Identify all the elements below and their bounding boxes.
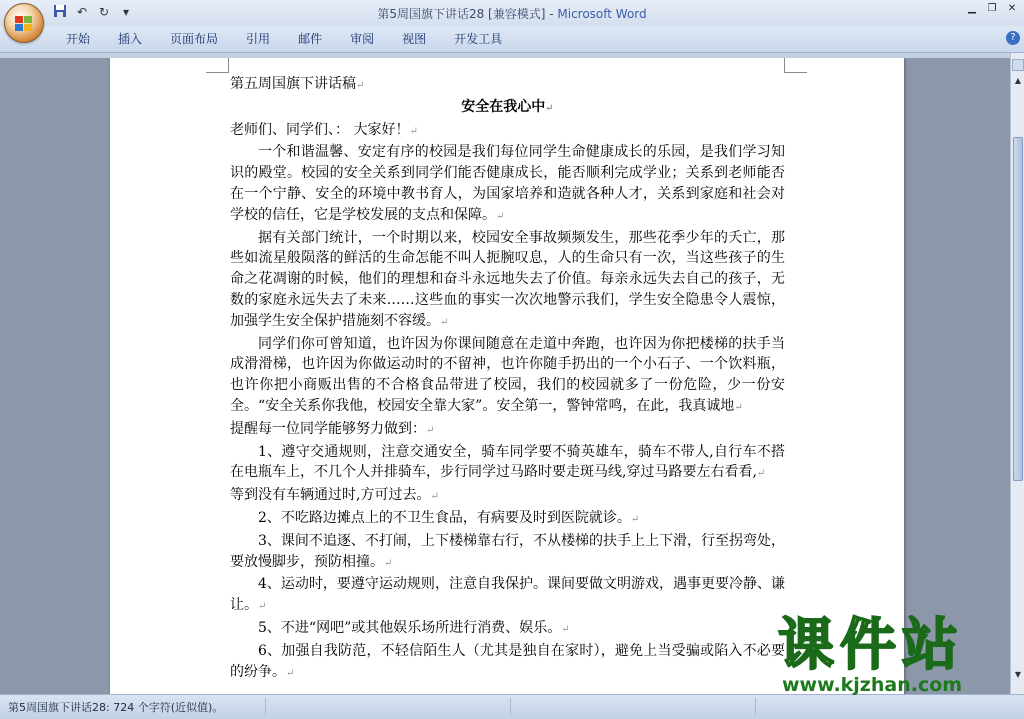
doc-heading: 第五周国旗下讲话稿↵ xyxy=(230,76,365,92)
status-bar xyxy=(0,694,1024,719)
rule-1: 1、遵守交通规则，注意交通安全，骑车同学要不骑英雄车，骑车不带人,自行车不搭在电瓶车上，不几个人并排骑车，步行同学过马路时要走斑马线,穿过马路要左右看看,↵ xyxy=(230,443,785,481)
view-ruler-icon[interactable] xyxy=(1012,59,1024,71)
paragraph-4: 提醒每一位同学能够努力做到：↵ xyxy=(230,420,435,437)
office-button[interactable] xyxy=(4,3,44,43)
scroll-up-arrow-icon[interactable]: ▲ xyxy=(1014,76,1022,85)
vertical-scrollbar[interactable] xyxy=(1010,53,1024,694)
rule-5: 5、不进“网吧”或其他娱乐场所进行消费、娱乐。↵ xyxy=(258,619,570,636)
minimize-icon[interactable]: ▁ xyxy=(968,3,976,14)
help-icon[interactable]: ? xyxy=(1006,31,1020,45)
tab-home[interactable]: 开始 xyxy=(66,32,91,46)
watermark-text: 课件站 xyxy=(778,613,964,678)
rule-6: 6、加强自我防范，不轻信陌生人（尤其是独自在家时），避免上当受骗或陷入不必要的纷争。↵ xyxy=(230,642,785,680)
window-title xyxy=(0,5,1024,22)
tab-view[interactable]: 视图 xyxy=(402,32,427,46)
watermark xyxy=(778,613,1024,696)
paragraph-3: 同学们你可曾知道，也许因为你课间随意在走道中奔跑，也许因为你把楼梯的扶手当成滑滑梯，也许因为你做运动时的不留神，也许你随手扔出的一个小石子、一个饮料瓶，也许你把小商贩出售的不合格食品带进了校园，我们的校园就多了一份危险，少一份安全。“安全关系你我他，校园安全靠大家”。安全第一，警钟常鸣，在此，我真诚地↵ xyxy=(230,335,785,414)
doc-title: 安全在我心中↵ xyxy=(461,98,554,115)
doc-greeting: 老师们、同学们、： 大家好！↵ xyxy=(230,121,418,138)
document-page[interactable] xyxy=(110,58,904,694)
tab-page-layout[interactable]: 页面布局 xyxy=(170,32,219,46)
title-bar xyxy=(0,0,1024,27)
rule-3: 3、课间不追逐、不打闹，上下楼梯靠右行，不从楼梯的扶手上上下滑，行至拐弯处，要放慢脚步，预防相撞。↵ xyxy=(230,532,785,570)
paragraph-2: 据有关部门统计，一个时期以来，校园安全事故频频发生，那些花季少年的夭亡，那些如流星般陨落的鲜活的生命怎能不叫人扼腕叹息，人的生命只有一次，当这些孩子的生命之花凋谢的时候，他们的理想和奋斗永远地失去了价值。每亲永远失去自己的孩子，无数的家庭永远失去了未来……这些血的事实一次次地警示我们，学生安全隐患令人震惊，加强学生安全保护措施刻不容缓。↵ xyxy=(230,229,785,329)
status-divider xyxy=(755,698,756,715)
customize-qat-icon[interactable]: ▾ xyxy=(122,5,130,19)
rule-2: 2、不吃路边摊点上的不卫生食品，有病要及时到医院就诊。↵ xyxy=(258,509,640,526)
watermark-url: www.kjzhan.com xyxy=(782,674,963,696)
tab-developer[interactable]: 开发工具 xyxy=(454,32,503,46)
status-divider xyxy=(265,698,266,715)
document-title: 第5周国旗下讲话28 [兼容模式] - xyxy=(377,7,558,21)
document-workspace xyxy=(0,58,1010,694)
scrollbar-thumb[interactable] xyxy=(1013,137,1023,481)
status-divider xyxy=(510,698,511,715)
undo-icon[interactable]: ↶ xyxy=(76,5,88,19)
window-controls xyxy=(964,2,1020,16)
redo-icon[interactable]: ↻ xyxy=(98,5,110,19)
ribbon-tabs-bar xyxy=(0,26,1024,53)
tab-mailings[interactable]: 邮件 xyxy=(298,32,323,46)
status-text[interactable]: 第5周国旗下讲话28: 724 个字符(近似值)。 xyxy=(8,701,224,714)
scroll-down-arrow-icon[interactable]: ▼ xyxy=(1014,670,1022,679)
margin-corner-right xyxy=(784,58,807,73)
restore-icon[interactable]: ❐ xyxy=(987,3,997,14)
tab-review[interactable]: 审阅 xyxy=(350,32,375,46)
rule-1-continued: 等到没有车辆通过时,方可过去。↵ xyxy=(230,487,439,504)
close-icon[interactable]: ✕ xyxy=(1007,3,1017,14)
paragraph-1: 一个和谐温馨、安定有序的校园是我们每位同学生命健康成长的乐园，是我们学习知识的殿堂。校园的安全关系到同学们能否健康成长，能否顺利完成学业；关系到老师能否在一个宁静、安全的环境中教书育人，为国家培养和造就各种人才，关系到家庭和社会对学校的信任，它是学校发展的支点和保障。↵ xyxy=(230,144,785,223)
ribbon-tabs xyxy=(52,31,516,47)
tab-references[interactable]: 引用 xyxy=(246,32,271,46)
office-logo-icon xyxy=(14,14,34,32)
tab-insert[interactable]: 插入 xyxy=(118,32,143,46)
document-body[interactable] xyxy=(230,74,785,684)
app-name: Microsoft Word xyxy=(557,7,647,21)
margin-corner-left xyxy=(206,58,229,73)
rule-4: 4、运动时，要遵守运动规则，注意自我保护。课间要做文明游戏，遇事更要冷静、谦让。↵ xyxy=(230,576,785,614)
